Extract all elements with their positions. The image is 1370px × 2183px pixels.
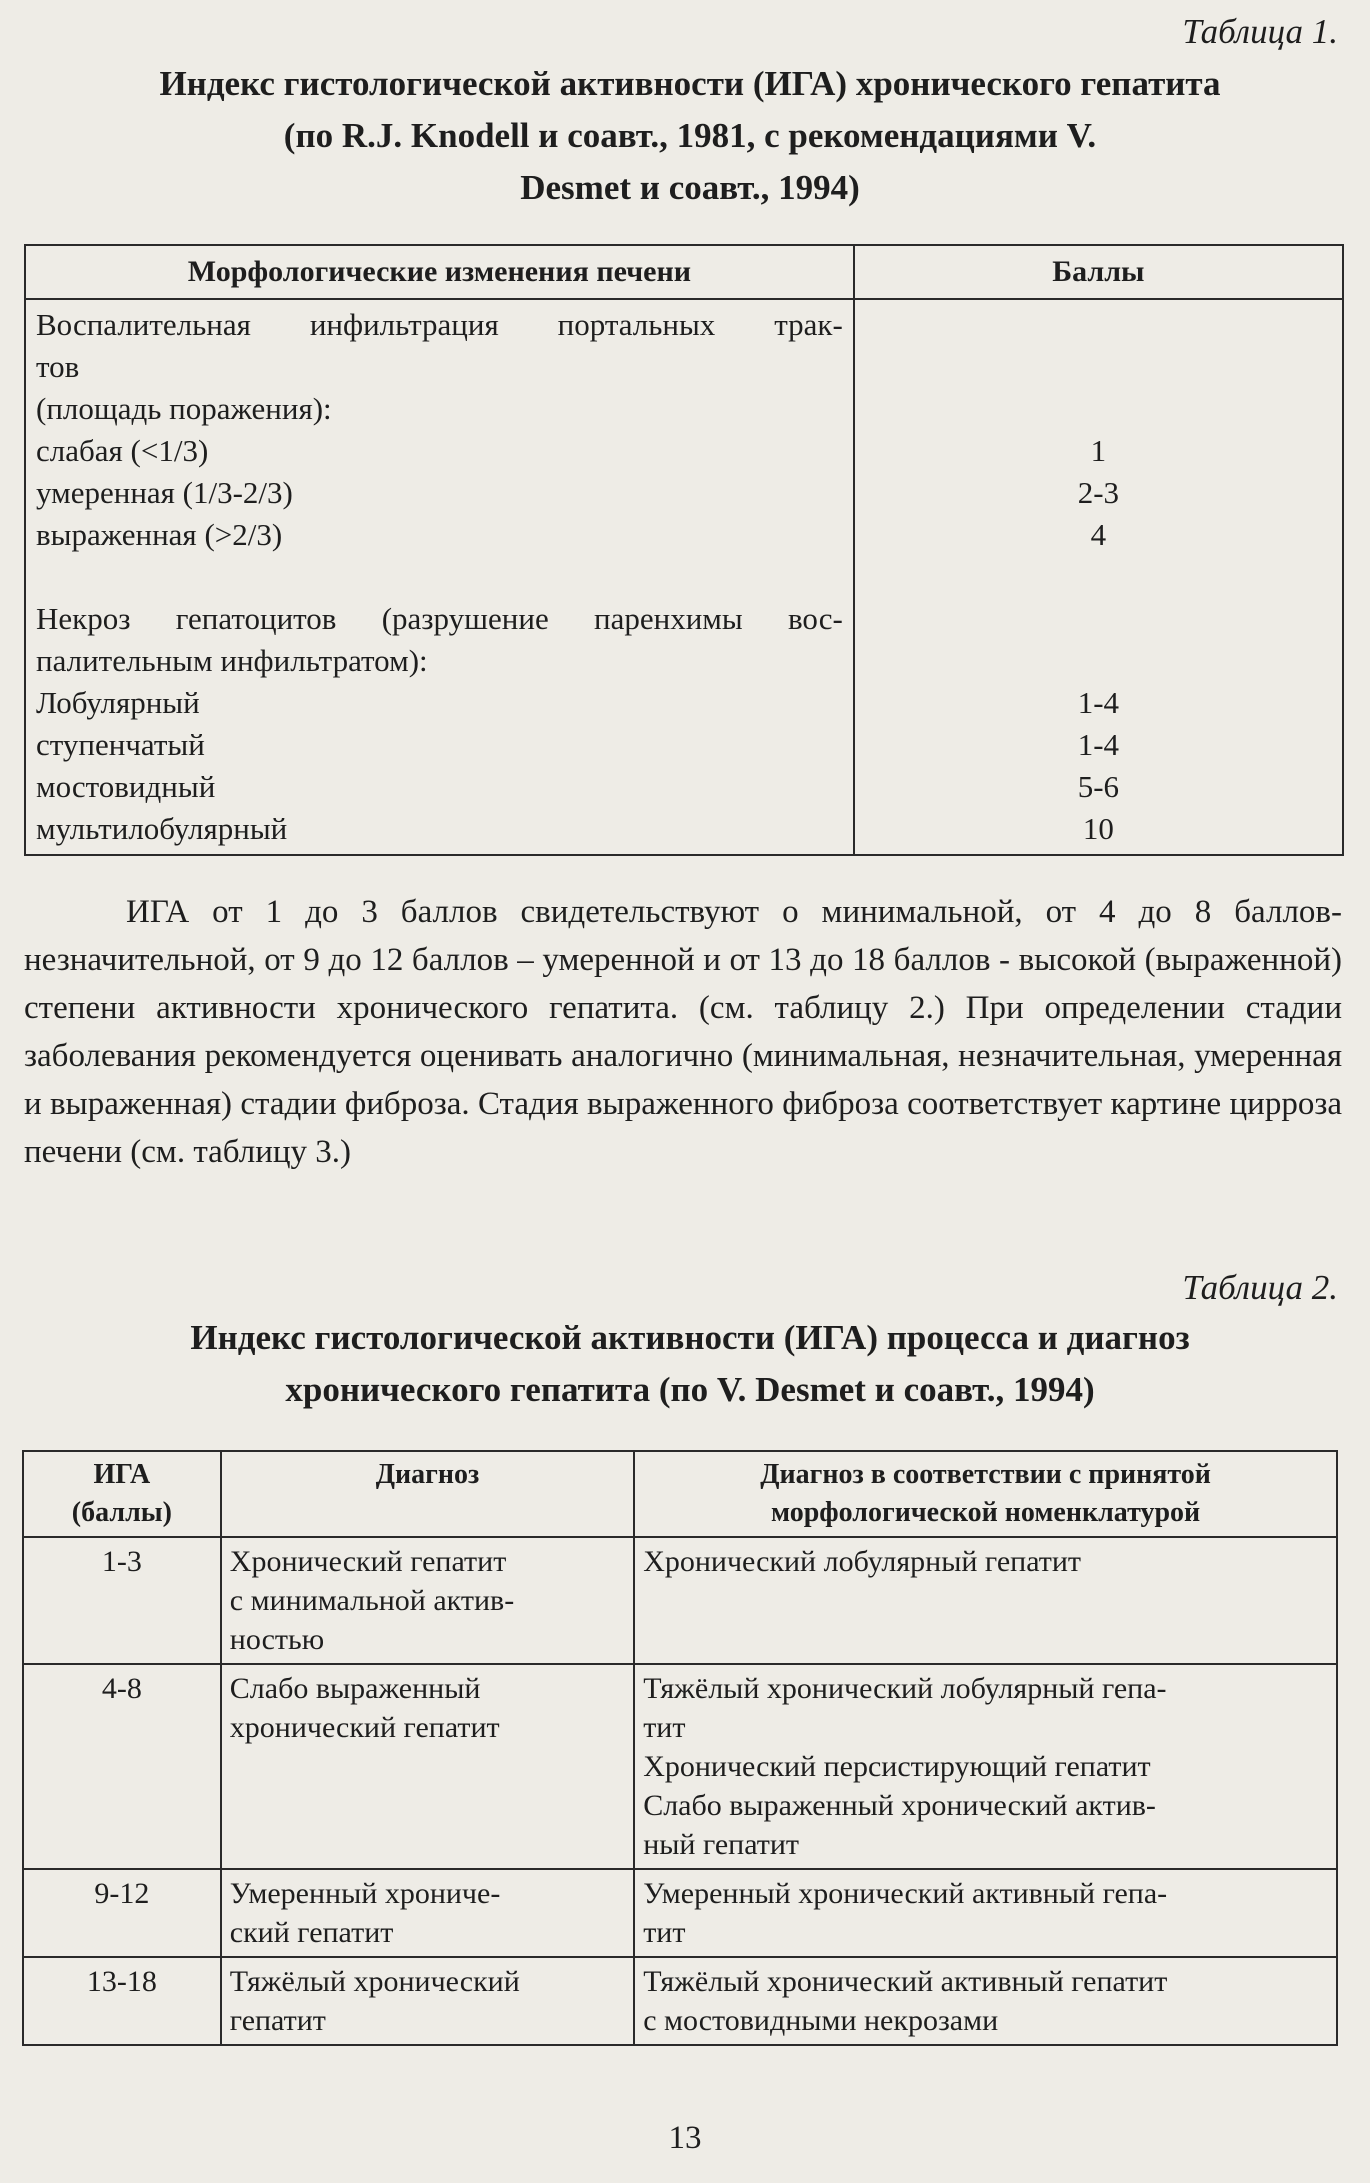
table-header-row: [25, 245, 1343, 299]
table-row: [23, 1869, 1337, 1957]
header-score: Баллы: [854, 245, 1343, 299]
iga-cell: 1-3: [23, 1537, 221, 1664]
diagnosis-table: [22, 1450, 1338, 2046]
iga-cell: 4-8: [23, 1664, 221, 1869]
diagnosis-cell: Тяжёлый хронический гепатит: [221, 1957, 634, 2045]
table1-caption: Таблица 1.: [1182, 12, 1338, 51]
group-heading: тов: [36, 349, 80, 384]
table1-title-line: Индекс гистологической активности (ИГА) хронического гепатита: [159, 64, 1221, 103]
row-score: 1-4: [1077, 727, 1120, 762]
header-morphology: Морфологические изменения печени: [25, 245, 854, 299]
group-heading: палительным инфильтратом):: [36, 643, 428, 678]
table-row: [23, 1537, 1337, 1664]
nomenclature-cell: Тяжёлый хронический лобулярный гепа- тит Хронический персистирующий гепатит Слабо выраженный хронический актив- ный гепатит: [634, 1664, 1337, 1869]
diagnosis-cell: Хронический гепатит с минимальной актив- ностью: [221, 1537, 634, 1664]
diagnosis-cell: Умеренный хрониче- ский гепатит: [221, 1869, 634, 1957]
paragraph-text: ИГА от 1 до 3 баллов свидетельствуют о минимальной, от 4 до 8 баллов- незначительной, от 9 до 12 баллов – умеренной и от 13 до 18 баллов - высокой (выраженной) степени активности хронического гепатита. (см. таблицу 2.) При определении стадии заболевания рекомендуется оценивать аналогично (минимальная, незначительная, умеренная и выраженная) стадии фиброза. Стадия выраженного фиброза соответствует картине цирроза печени (см. таблицу 3.): [24, 894, 1342, 1170]
table2-title: [40, 1312, 1340, 1416]
nomenclature-cell: Хронический лобулярный гепатит: [634, 1537, 1337, 1664]
row-label: слабая (<1/3): [36, 433, 209, 468]
nomenclature-cell: Тяжёлый хронический активный гепатит с мостовидными некрозами: [634, 1957, 1337, 2045]
row-score: 2-3: [1077, 475, 1120, 510]
table1-title-line: Desmet и соавт., 1994): [520, 168, 860, 207]
page-number: 13: [668, 2120, 702, 2156]
row-label: мультилобулярный: [36, 811, 288, 846]
diagnosis-cell: Слабо выраженный хронический гепатит: [221, 1664, 634, 1869]
row-score: 5-6: [1077, 769, 1120, 804]
table2-title-line: хронического гепатита (по V. Desmet и соавт., 1994): [285, 1370, 1095, 1409]
table-row: [23, 1957, 1337, 2045]
table2-title-line: Индекс гистологической активности (ИГА) процесса и диагноз: [190, 1318, 1190, 1357]
score-cell: [854, 299, 1343, 855]
group-heading: Некроз гепатоцитов (разрушение паренхимы вос-: [36, 601, 843, 636]
row-score: 1-4: [1077, 685, 1120, 720]
group-heading: Воспалительная инфильтрация портальных трак-: [36, 307, 843, 342]
group-heading: (площадь поражения):: [36, 391, 332, 426]
table-body-row: [25, 299, 1343, 855]
row-label: ступенчатый: [36, 727, 205, 762]
header-iga: ИГА (баллы): [23, 1451, 221, 1537]
histology-activity-table: [24, 244, 1344, 856]
table1-title-line: (по R.J. Knodell и соавт., 1981, с рекомендациями V.: [283, 116, 1097, 155]
iga-cell: 9-12: [23, 1869, 221, 1957]
header-nomenclature: Диагноз в соответствии с принятой морфологической номенклатурой: [634, 1451, 1337, 1537]
row-label: умеренная (1/3-2/3): [36, 475, 293, 510]
row-label: Лобулярный: [36, 685, 200, 720]
iga-cell: 13-18: [23, 1957, 221, 2045]
table2-caption: Таблица 2.: [1182, 1268, 1338, 1307]
header-diagnosis: Диагноз: [221, 1451, 634, 1537]
body-paragraph: [24, 888, 1342, 1176]
table-row: [23, 1664, 1337, 1869]
row-score: 4: [1090, 517, 1107, 552]
morphology-cell: [25, 299, 854, 855]
nomenclature-cell: Умеренный хронический активный гепа- тит: [634, 1869, 1337, 1957]
table1-title: [40, 58, 1340, 214]
row-score: 1: [1090, 433, 1107, 468]
table-header-row: [23, 1451, 1337, 1537]
row-label: выраженная (>2/3): [36, 517, 283, 552]
row-label: мостовидный: [36, 769, 216, 804]
row-score: 10: [1082, 811, 1114, 846]
